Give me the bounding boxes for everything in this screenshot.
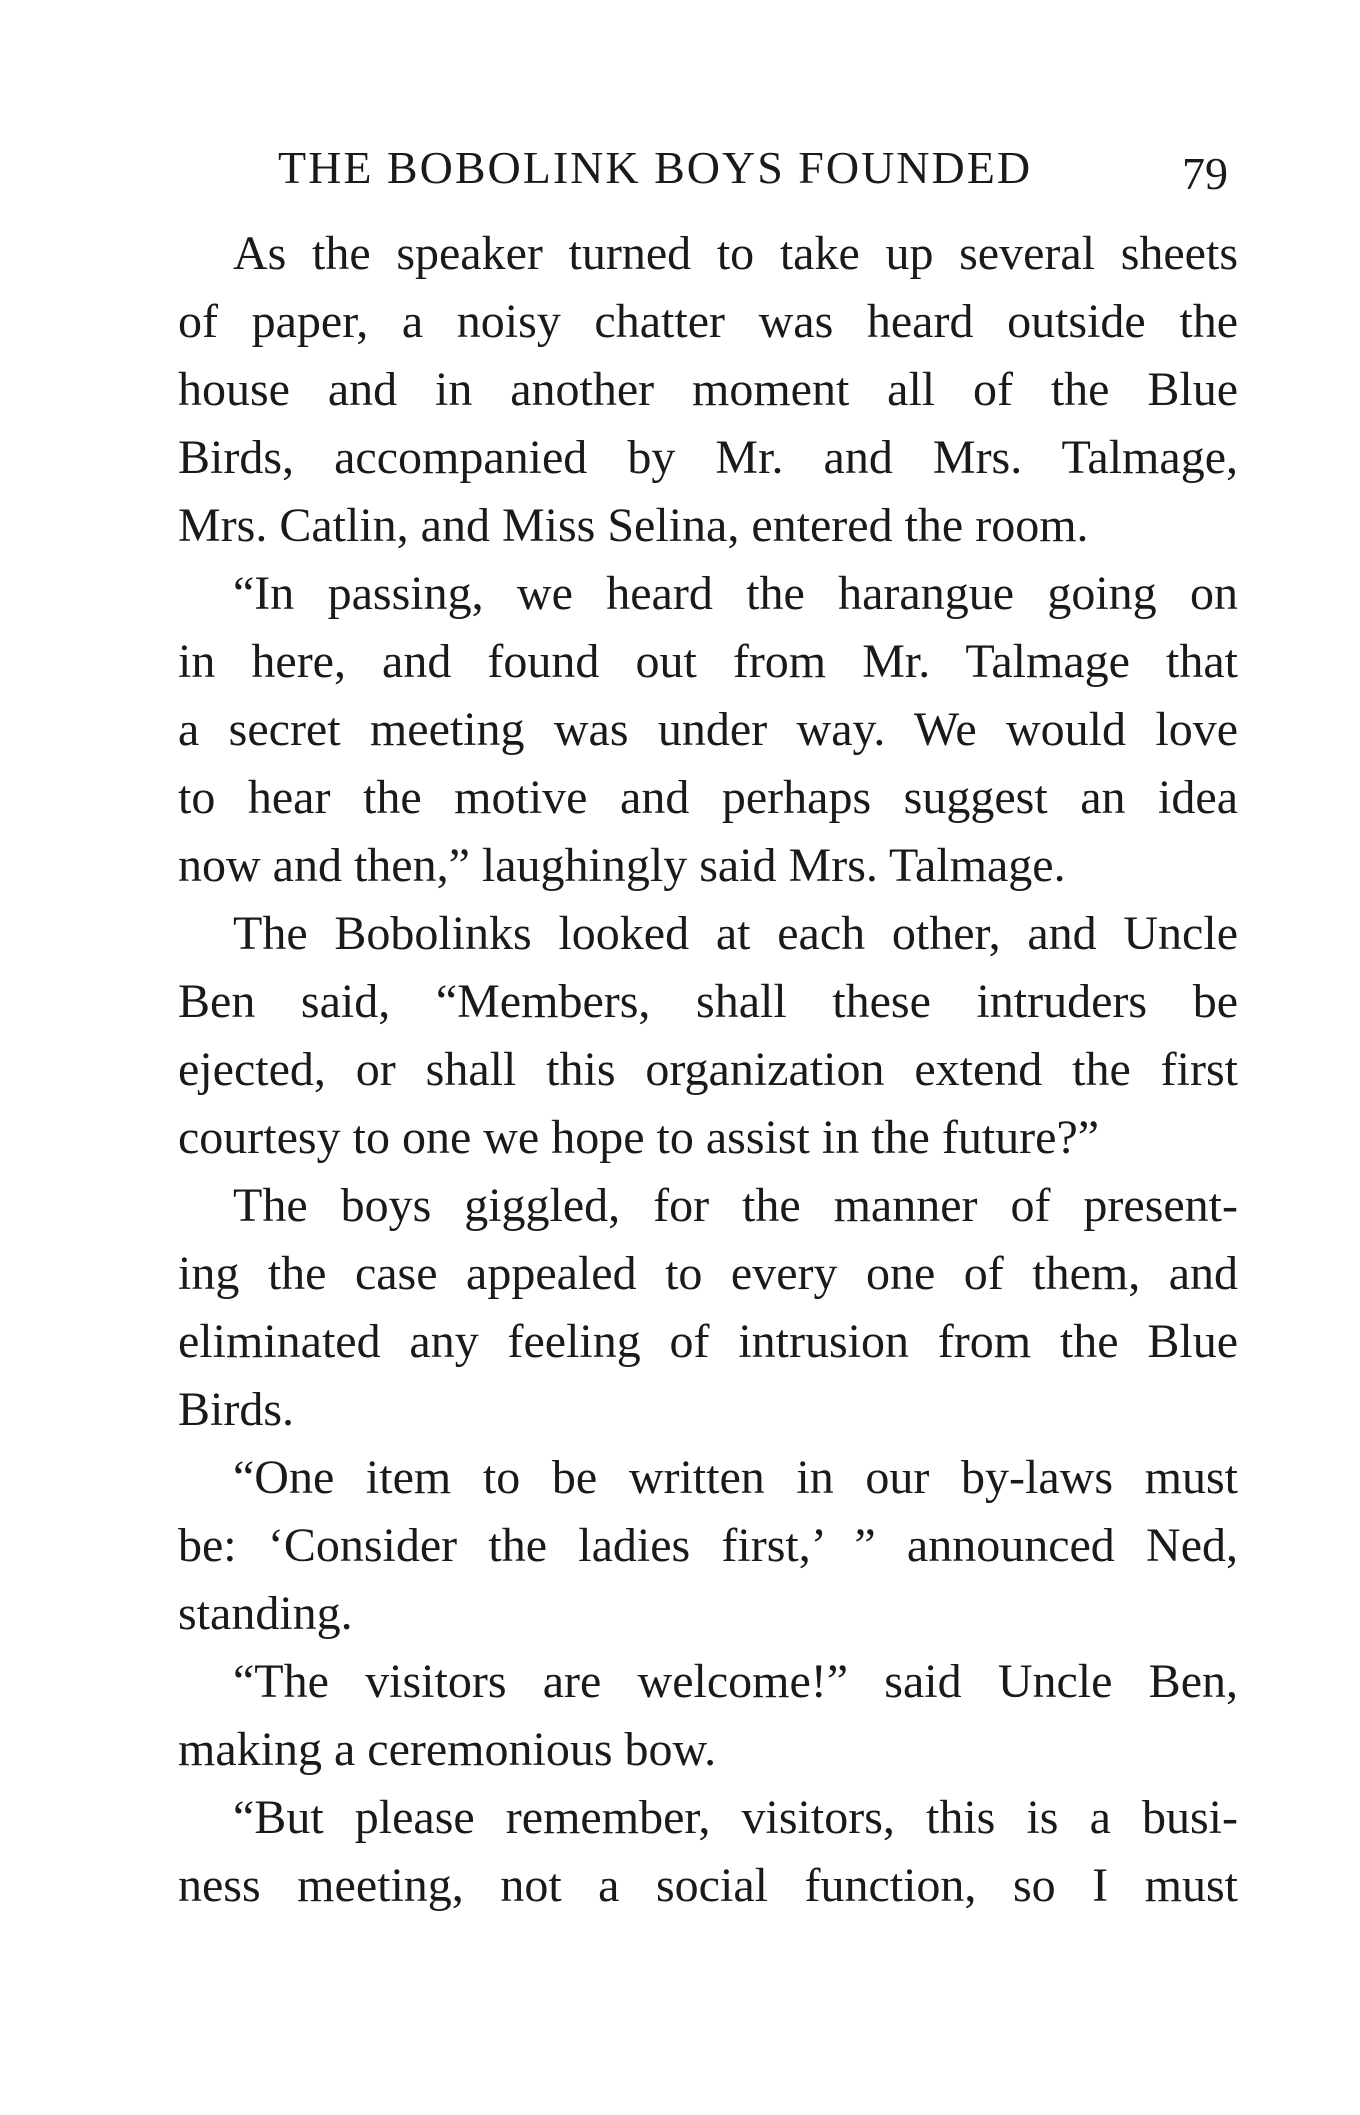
text-line: a secret meeting was under way. We would love: [178, 703, 1238, 756]
paragraph: [178, 900, 1238, 1172]
text-line: in here, and found out from Mr. Talmage that: [178, 635, 1238, 688]
text-line: courtesy to one we hope to assist in the future?”: [178, 1111, 1100, 1164]
paragraph: [178, 1784, 1238, 1920]
paragraph: [178, 1444, 1238, 1648]
text-line: “But please remember, visitors, this is a busi-: [233, 1791, 1238, 1844]
page-number: 79: [1182, 148, 1228, 199]
text-line: As the speaker turned to take up several sheets: [233, 227, 1238, 280]
text-line: “One item to be written in our by-laws must: [233, 1451, 1238, 1504]
text-line: The Bobolinks looked at each other, and Uncle: [233, 907, 1238, 960]
text-line: ejected, or shall this organization extend the first: [178, 1043, 1238, 1096]
text-line: be: ‘Consider the ladies first,’ ” announced Ned,: [178, 1519, 1238, 1572]
text-line: Birds, accompanied by Mr. and Mrs. Talmage,: [178, 431, 1238, 484]
text-line: Birds.: [178, 1383, 295, 1436]
paragraph: [178, 1172, 1238, 1444]
paragraph: [178, 1648, 1238, 1784]
text-line: The boys giggled, for the manner of present-: [233, 1179, 1238, 1232]
text-line: to hear the motive and perhaps suggest an idea: [178, 771, 1238, 824]
text-line: making a ceremonious bow.: [178, 1723, 717, 1776]
text-line: “In passing, we heard the harangue going on: [233, 567, 1238, 620]
text-line: house and in another moment all of the Blue: [178, 363, 1238, 416]
text-line: “The visitors are welcome!” said Uncle Ben,: [233, 1655, 1238, 1708]
text-line: Mrs. Catlin, and Miss Selina, entered the room.: [178, 499, 1089, 552]
running-head-title: THE BOBOLINK BOYS FOUNDED: [278, 142, 1033, 193]
text-line: now and then,” laughingly said Mrs. Talmage.: [178, 839, 1066, 892]
text-line: ness meeting, not a social function, so I must: [178, 1859, 1238, 1912]
text-line: of paper, a noisy chatter was heard outside the: [178, 295, 1238, 348]
text-line: ing the case appealed to every one of them, and: [178, 1247, 1238, 1300]
text-line: standing.: [178, 1587, 353, 1640]
paragraph: [178, 560, 1238, 900]
body-text: [178, 220, 1238, 1920]
text-line: Ben said, “Members, shall these intruders be: [178, 975, 1238, 1028]
text-line: eliminated any feeling of intrusion from the Blue: [178, 1315, 1238, 1368]
paragraph: [178, 220, 1238, 560]
